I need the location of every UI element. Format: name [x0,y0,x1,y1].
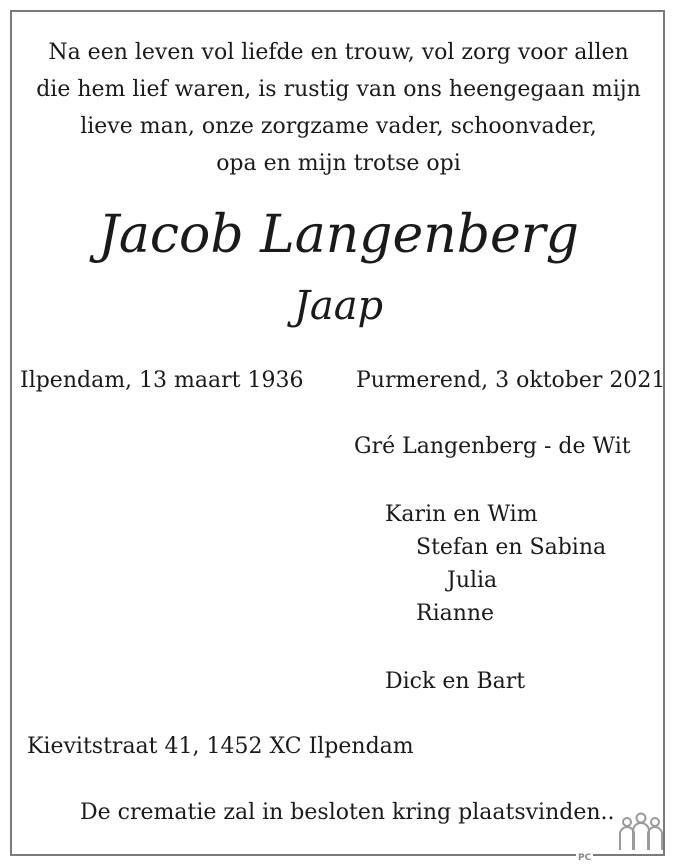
logo-label: PC [578,853,592,863]
child-name: Karin en Wim [385,502,538,527]
people-group-icon [616,810,666,854]
intro-text [0,34,677,182]
intro-line: die hem lief waren, is rustig van ons heengegaan mijn [36,77,641,102]
intro-line: Na een leven vol liefde en trouw, vol zorg voor allen [48,40,629,65]
intro-line: opa en mijn trotse opi [216,151,461,176]
spouse-name: Gré Langenberg - de Wit [354,434,631,459]
death-place-date: Purmerend, 3 oktober 2021 [356,368,666,393]
address: Kievitstraat 41, 1452 XC Ilpendam [27,734,414,759]
grandchild-name: Stefan en Sabina [416,535,607,560]
deceased-nickname: Jaap [293,283,384,329]
intro-line: lieve man, onze zorgzame vader, schoonvader, [80,114,597,139]
grandchild-name: Rianne [416,601,495,626]
birth-place-date: Ilpendam, 13 maart 1936 [20,368,304,393]
child-name: Dick en Bart [385,669,526,694]
cremation-note: De crematie zal in besloten kring plaatsvinden.. [80,800,615,825]
great-grandchild-name: Julia [447,568,498,593]
deceased-name: Jacob Langenberg [98,205,579,265]
